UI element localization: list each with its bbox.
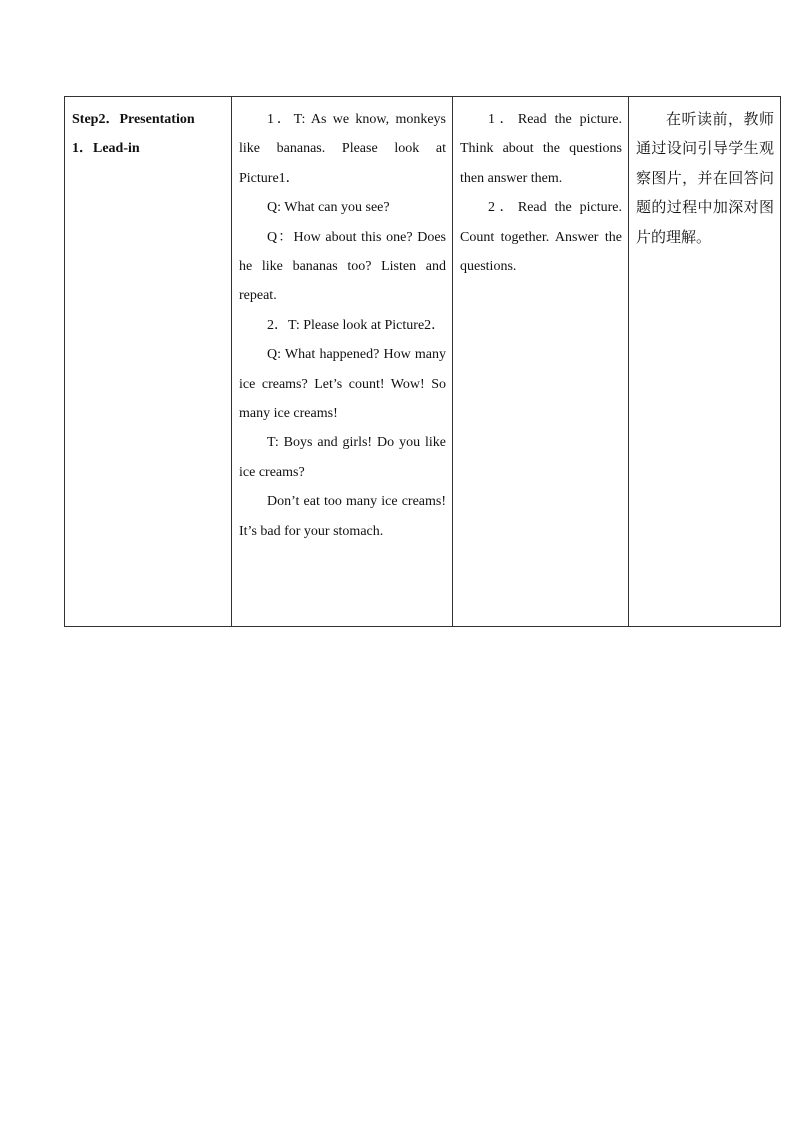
teacher-line: Don’t eat too many ice creams! It’s bad for your stomach. [239,494,446,539]
teacher-line: 2．T: Please look at Picture2． [267,317,446,333]
step-subtitle: 1．Lead-in [72,141,140,156]
student-line: 1．Read the picture. Think about the questions then answer them. [460,112,622,186]
table-row [65,97,781,627]
teacher-line: T: Boys and girls! Do you like ice creams? [239,435,446,480]
step-title: Step2．Presentation [72,112,195,127]
teacher-line: Q: What happened? How many ice creams? Let’s count! Wow! So many ice creams! [239,347,446,422]
teacher-activity-cell [232,97,453,627]
teacher-line: Q：How about this one? Does he like bananas too? Listen and repeat. [239,229,446,304]
design-purpose-cell [629,97,781,627]
student-line: 2．Read the picture. Count together. Answer the questions. [460,200,622,275]
student-activity-cell [453,97,629,627]
step-cell [65,97,232,627]
design-purpose-text: 在听读前，教师通过设问引导学生观察图片，并在回答问题的过程中加深对图片的理解。 [636,110,774,246]
teacher-line: Q: What can you see? [267,200,390,216]
lesson-plan-table [64,96,781,627]
teacher-line: 1．T: As we know, monkeys like bananas. Please look at Picture1． [239,112,446,186]
